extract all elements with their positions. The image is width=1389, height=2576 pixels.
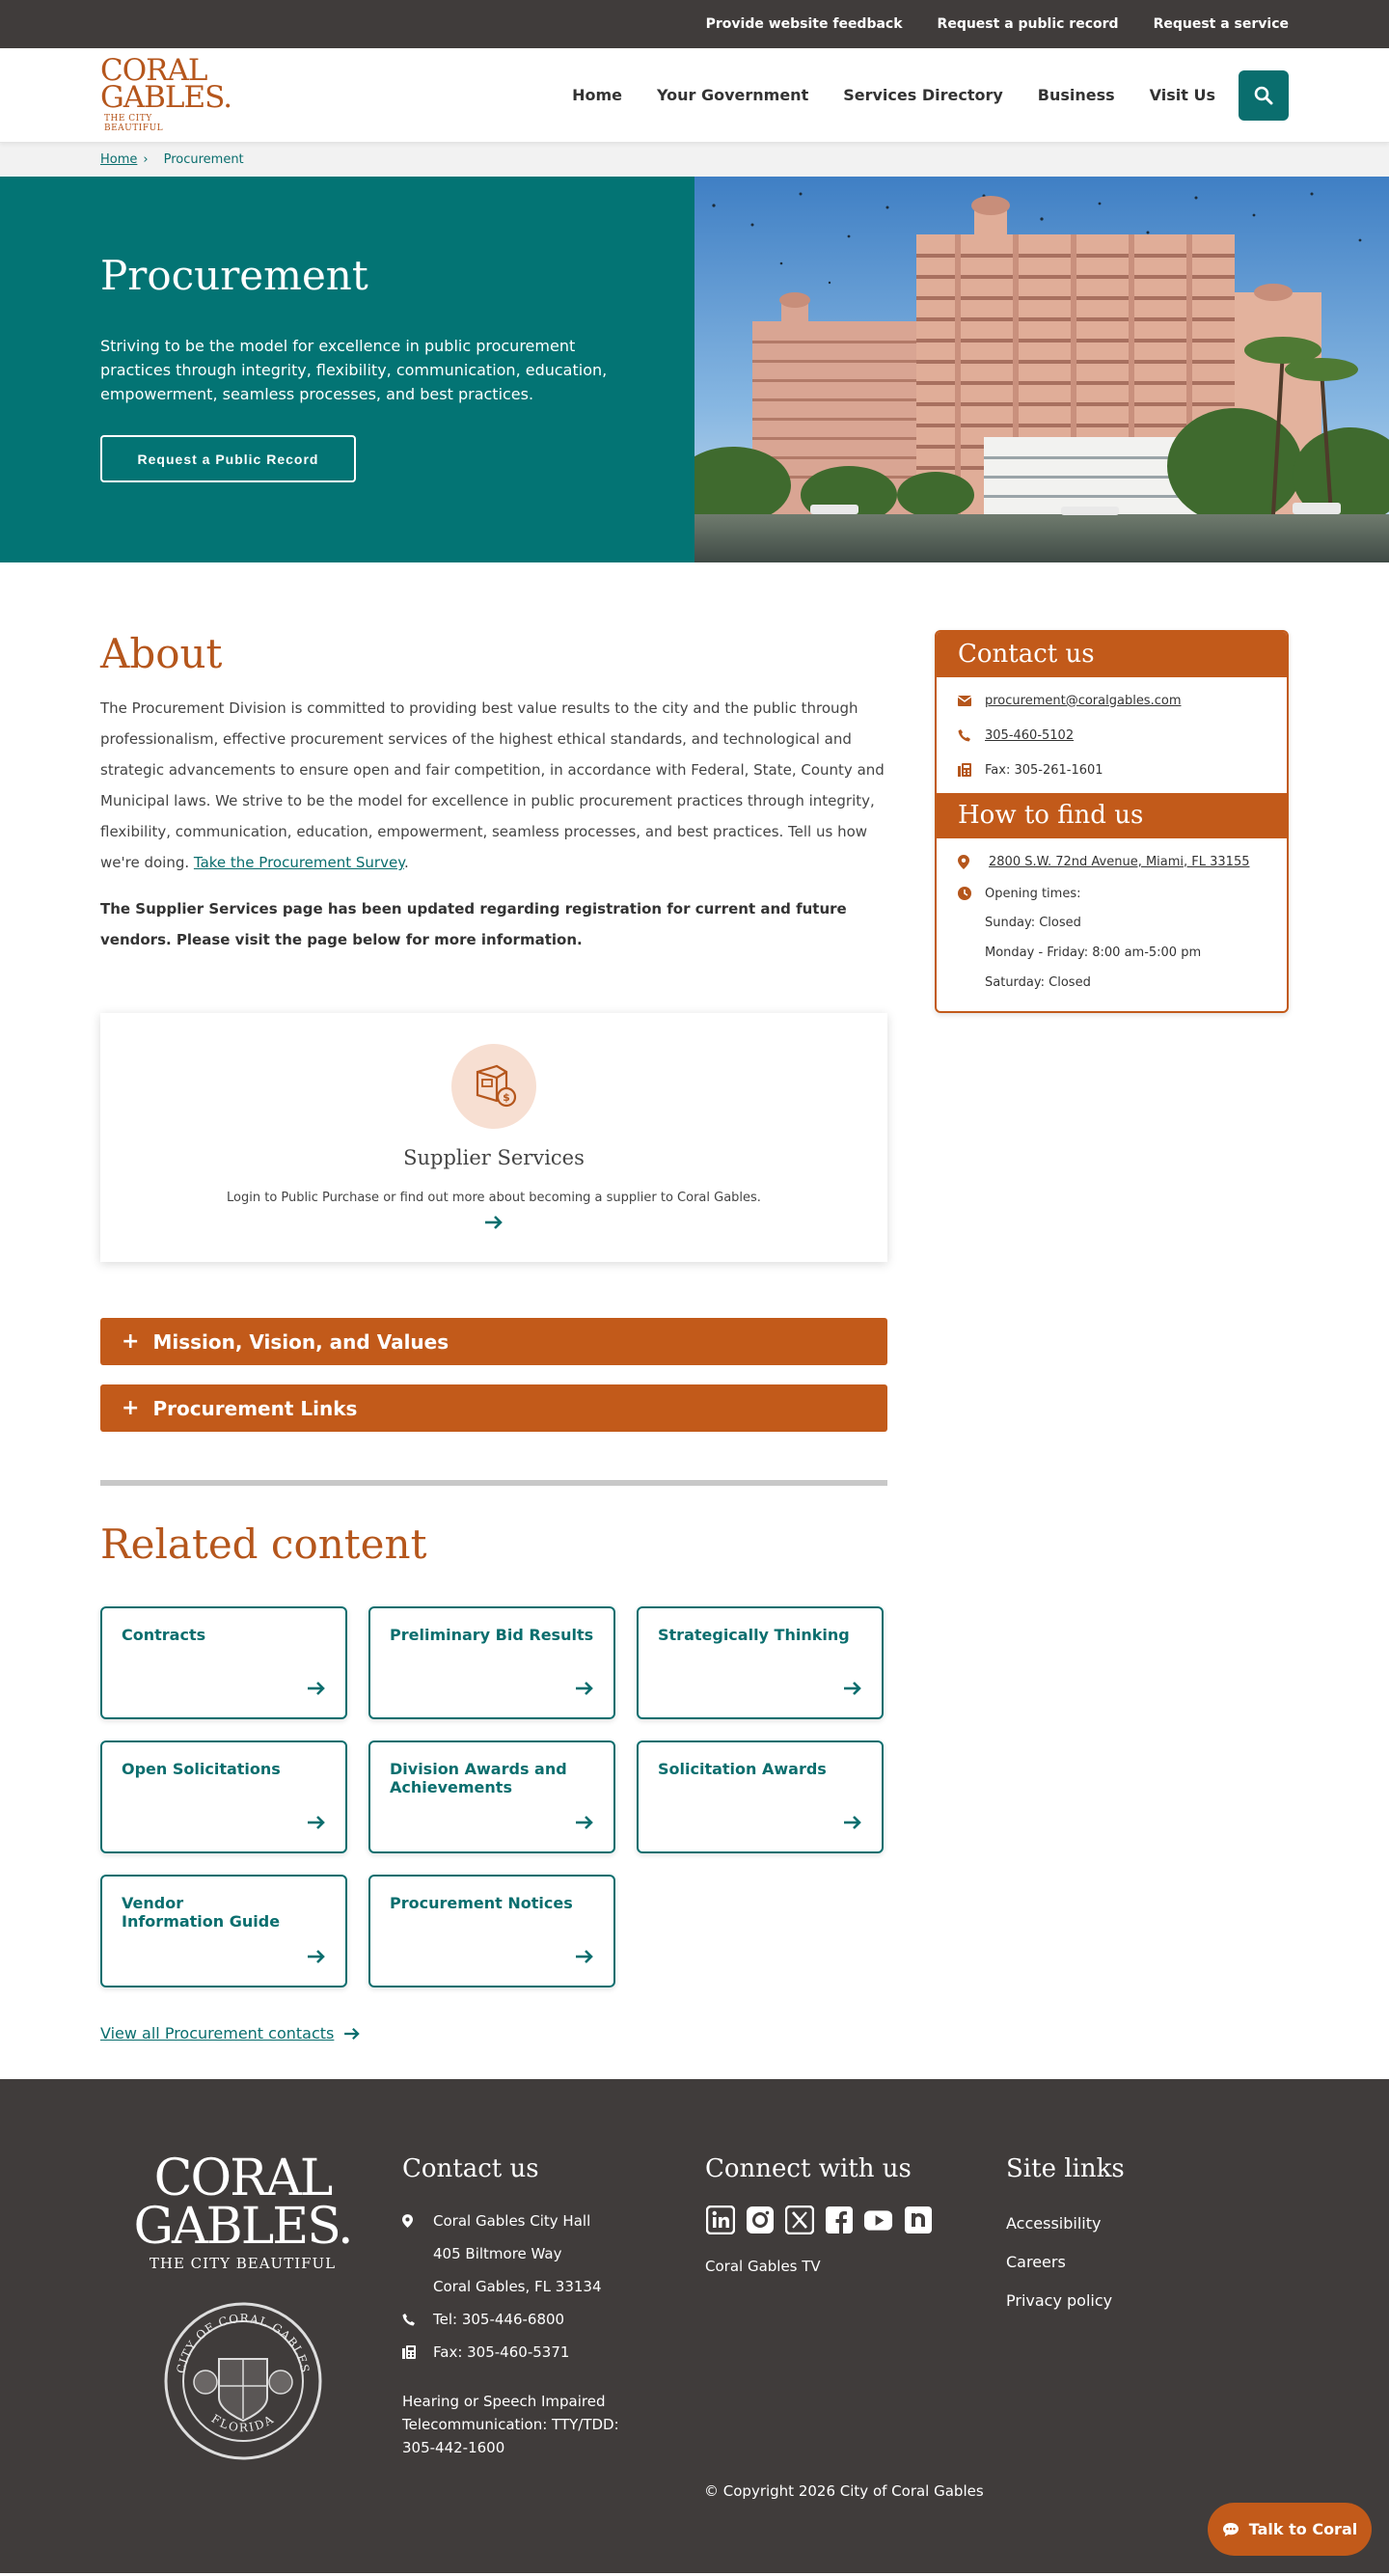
fax-icon	[958, 763, 985, 777]
utility-bar	[0, 0, 1389, 48]
footer-links-list	[1006, 2205, 1125, 2320]
contact-phone-row	[958, 718, 1266, 753]
breadcrumb-current: Procurement	[163, 152, 244, 167]
privacy-policy-link[interactable]: Privacy policy	[1006, 2291, 1113, 2310]
contact-fax-row	[958, 753, 1266, 787]
supplier-services-card[interactable]	[100, 1013, 887, 1262]
svg-text:FLORIDA: FLORIDA	[208, 2411, 277, 2435]
address-row	[958, 844, 1266, 879]
footer-address-row	[402, 2205, 643, 2237]
search-icon	[1254, 86, 1273, 105]
arrow-right-icon[interactable]	[343, 2027, 361, 2041]
map-pin-icon	[402, 2205, 433, 2237]
hero-image	[694, 177, 1389, 562]
nav-your-government[interactable]: Your Government	[657, 86, 809, 104]
hero-text-panel	[0, 177, 694, 562]
footer-fax-row	[402, 2336, 643, 2369]
address-link[interactable]: 2800 S.W. 72nd Avenue, Miami, FL 33155	[989, 854, 1250, 869]
footer-address-line-1: Coral Gables City Hall	[433, 2212, 591, 2230]
contact-email-link[interactable]: procurement@coralgables.com	[985, 693, 1182, 708]
about-period: .	[403, 854, 409, 871]
related-card-preliminary-bid-results[interactable]	[368, 1606, 615, 1719]
arrow-right-icon	[307, 1681, 326, 1700]
chat-bubble-icon	[1222, 2522, 1239, 2537]
breadcrumb-separator: ›	[143, 152, 149, 167]
footer-logo-line-2: GABLES.	[133, 2198, 352, 2256]
sidebar	[935, 630, 1289, 2042]
related-card-contracts[interactable]	[100, 1606, 347, 1719]
public-record-link[interactable]: Request a public record	[937, 16, 1119, 32]
site-header	[0, 48, 1389, 143]
main-content	[0, 562, 1389, 2042]
phone-icon	[402, 2303, 433, 2336]
section-divider	[100, 1480, 887, 1486]
hero-description: Striving to be the model for excellence in public procurement practices through integrity, flexibility, communication, education, empowerment, seamless processes, and best practices.	[100, 337, 608, 403]
about-text	[100, 693, 887, 878]
nav-services-directory[interactable]: Services Directory	[843, 86, 1003, 104]
related-card-procurement-notices[interactable]	[368, 1875, 615, 1987]
related-card-title: Procurement Notices	[390, 1894, 573, 1912]
logo-tagline: THE CITY BEAUTIFUL	[104, 114, 164, 133]
page-title: Procurement	[100, 252, 368, 299]
nav-visit-us[interactable]: Visit Us	[1149, 86, 1215, 104]
procurement-survey-link[interactable]: Take the Procurement Survey	[193, 854, 404, 871]
footer-site-links	[1006, 2154, 1125, 2573]
footer-contact-heading: Contact us	[402, 2154, 539, 2183]
contact-email-row	[958, 683, 1266, 718]
main-nav	[572, 86, 1215, 104]
contact-fax: Fax: 305-261-1601	[985, 762, 1103, 778]
map-pin-icon	[958, 855, 985, 869]
related-card-open-solicitations[interactable]	[100, 1740, 347, 1853]
coral-gables-tv-link[interactable]: Coral Gables TV	[705, 2258, 821, 2275]
nextdoor-icon[interactable]	[903, 2205, 933, 2234]
accordion-procurement-links[interactable]	[100, 1384, 887, 1432]
contact-phone-link[interactable]: 305-460-5102	[985, 727, 1075, 743]
footer-links-heading: Site links	[1006, 2154, 1125, 2183]
main-nav-wrapper	[572, 70, 1289, 121]
opening-times-label: Opening times:	[985, 886, 1081, 901]
supplier-services-description: Login to Public Purchase or find out more about becoming a supplier to Coral Gables.	[227, 1191, 761, 1205]
logo-line-1: CORAL	[100, 53, 207, 88]
x-icon[interactable]	[784, 2205, 814, 2234]
related-content-heading: Related content	[100, 1521, 427, 1568]
city-seal-icon	[163, 2301, 323, 2461]
accordion-mission-vision-values[interactable]	[100, 1318, 887, 1365]
arrow-right-icon[interactable]	[484, 1215, 504, 1234]
footer-connect	[705, 2154, 944, 2573]
request-public-record-button[interactable]: Request a Public Record	[100, 435, 356, 482]
related-card-title: Open Solicitations	[122, 1760, 281, 1778]
about-body: The Procurement Division is committed to providing best value results to the city and the public through professionalism, effective procurement services of the highest ethical standards, and technological and strategic advancements to ensure open and fair competition, in accordance with Federal, State, County and Municipal laws. We strive to be the model for excellence in public procurement practices through integrity, flexibility, communication, education, empowerment, seamless processes, and best practices. Tell us how we're doing.	[100, 699, 885, 871]
related-card-solicitation-awards[interactable]	[637, 1740, 884, 1853]
arrow-right-icon	[843, 1681, 862, 1700]
arrow-right-icon	[307, 1949, 326, 1968]
supplier-services-title: Supplier Services	[403, 1146, 585, 1169]
accordion-label: Mission, Vision, and Values	[152, 1329, 449, 1354]
footer-connect-heading: Connect with us	[705, 2154, 912, 2183]
talk-to-coral-label: Talk to Coral	[1248, 2520, 1358, 2538]
related-card-division-awards[interactable]	[368, 1740, 615, 1853]
about-heading: About	[100, 630, 223, 677]
svg-text:$: $	[503, 1091, 510, 1104]
related-card-title: Preliminary Bid Results	[390, 1626, 594, 1644]
copyright: © Copyright 2026 City of Coral Gables	[704, 2482, 984, 2500]
contact-box	[935, 630, 1289, 1013]
related-card-title: Division Awards and Achievements	[390, 1760, 567, 1796]
search-button[interactable]	[1239, 70, 1289, 121]
footer-fax: Fax: 305-460-5371	[433, 2343, 570, 2361]
related-card-title: Solicitation Awards	[658, 1760, 827, 1778]
site-footer	[0, 2079, 1389, 2573]
site-logo[interactable]	[100, 53, 232, 133]
contact-heading: Contact us	[937, 632, 1287, 677]
hero	[0, 177, 1389, 562]
view-all-contacts	[100, 2024, 887, 2042]
arrow-right-icon	[307, 1815, 326, 1834]
accordion-label: Procurement Links	[152, 1396, 358, 1420]
find-us-body	[937, 838, 1287, 1011]
supplier-services-icon	[451, 1044, 536, 1129]
arrow-right-icon	[575, 1681, 594, 1700]
related-card-strategically-thinking[interactable]	[637, 1606, 884, 1719]
related-card-title: Contracts	[122, 1626, 206, 1644]
footer-address-line-2: 405 Biltmore Way	[433, 2245, 562, 2262]
related-card-vendor-information-guide[interactable]	[100, 1875, 347, 1987]
hero-photo-illustration	[694, 177, 1389, 562]
youtube-icon[interactable]	[863, 2205, 893, 2234]
linkedin-icon[interactable]	[705, 2205, 735, 2234]
fax-icon	[402, 2336, 433, 2369]
logo-line-2: GABLES.	[100, 80, 232, 115]
related-card-title: Vendor Information Guide	[122, 1894, 281, 1931]
related-card-title: Strategically Thinking	[658, 1626, 850, 1644]
footer-logo-line-1: CORAL	[153, 2150, 332, 2207]
related-content-grid	[100, 1606, 887, 1987]
clock-icon	[958, 887, 985, 900]
hours-sunday: Sunday: Closed	[985, 916, 1081, 930]
talk-to-coral-button[interactable]	[1208, 2503, 1372, 2556]
footer-address-line-3: Coral Gables, FL 33134	[433, 2278, 602, 2295]
social-links	[705, 2205, 944, 2234]
hours-weekdays: Monday - Friday: 8:00 am-5:00 pm	[985, 945, 1202, 960]
careers-link[interactable]: Careers	[1006, 2253, 1066, 2271]
footer-logo[interactable]	[133, 2150, 352, 2573]
arrow-right-icon	[575, 1815, 594, 1834]
footer-tty: Hearing or Speech Impaired Telecommunication: TTY/TDD: 305-442-1600	[402, 2393, 619, 2456]
opening-times-row	[958, 879, 1266, 908]
facebook-icon[interactable]	[824, 2205, 854, 2234]
phone-icon	[958, 728, 985, 742]
website-feedback-link[interactable]: Provide website feedback	[705, 16, 903, 32]
arrow-right-icon	[575, 1949, 594, 1968]
plus-icon: +	[122, 1396, 140, 1420]
breadcrumb-home[interactable]: Home	[100, 152, 138, 167]
accordion	[100, 1318, 887, 1432]
nav-home[interactable]: Home	[572, 86, 622, 104]
hours-saturday: Saturday: Closed	[985, 975, 1091, 990]
contact-body	[937, 677, 1287, 793]
footer-logo-tagline: THE CITY BEAUTIFUL	[149, 2255, 337, 2272]
accessibility-link[interactable]: Accessibility	[1006, 2214, 1102, 2233]
view-all-contacts-link[interactable]: View all Procurement contacts	[100, 2024, 335, 2042]
svg-text:CITY OF CORAL GABLES: CITY OF CORAL GABLES	[173, 2311, 312, 2375]
content-column	[100, 630, 887, 2042]
footer-tel[interactable]: Tel: 305-446-6800	[433, 2311, 565, 2328]
find-us-heading: How to find us	[937, 793, 1287, 838]
nav-business[interactable]: Business	[1037, 86, 1115, 104]
arrow-right-icon	[843, 1815, 862, 1834]
plus-icon: +	[122, 1329, 140, 1354]
supplier-update-note: The Supplier Services page has been updated regarding registration for current and future vendors. Please visit the page below for more information.	[100, 900, 847, 948]
footer-contact	[402, 2154, 643, 2573]
breadcrumb	[0, 143, 1389, 177]
envelope-icon	[958, 696, 985, 706]
footer-tel-row	[402, 2303, 643, 2336]
request-service-link[interactable]: Request a service	[1153, 16, 1289, 32]
instagram-icon[interactable]	[745, 2205, 775, 2234]
